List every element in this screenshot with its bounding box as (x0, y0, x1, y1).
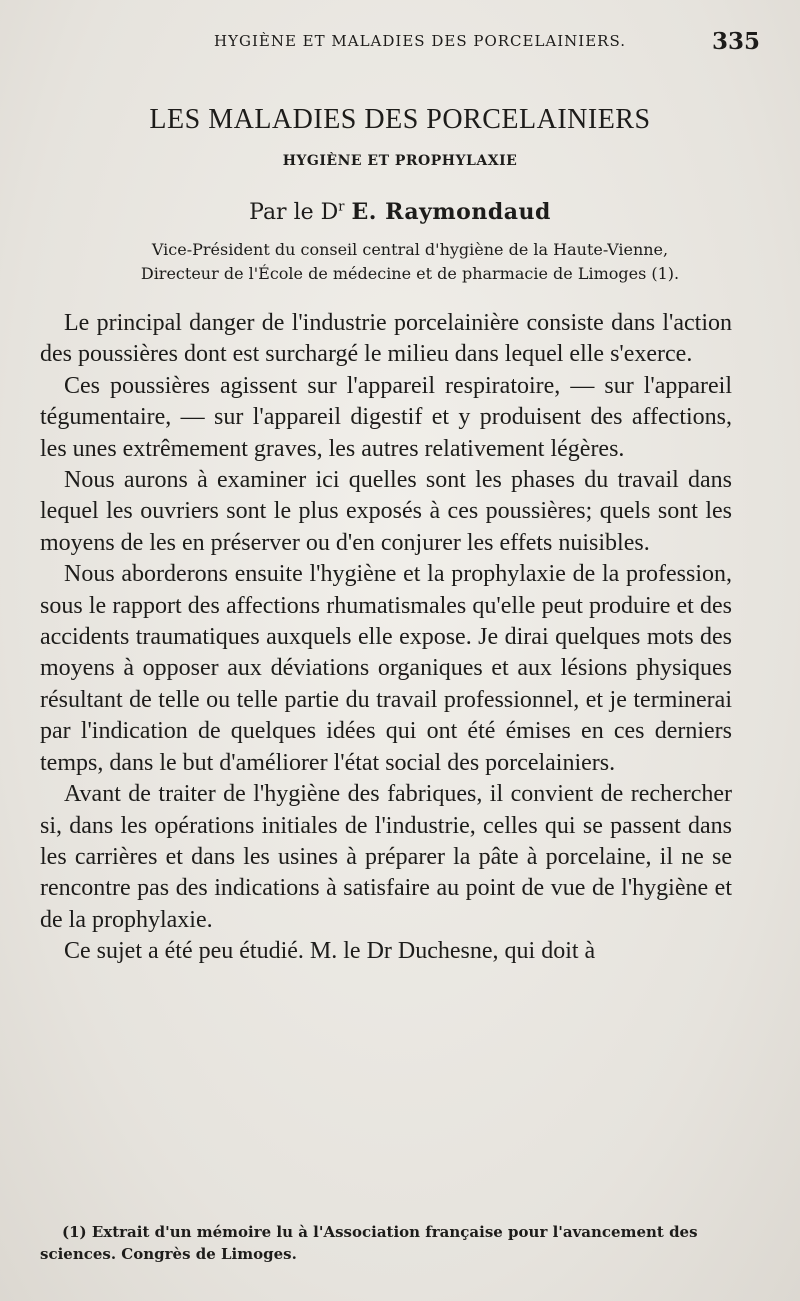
page-number: 335 (711, 28, 760, 55)
paragraph: Nous aurons à examiner ici quelles sont les phases du travail dans lequel les ouvriers sont le plus exposés à ces poussières; quels sont les moyens de les en préserver ou d'en conjurer les effets nuisibles. (40, 467, 732, 556)
byline-superscript: r (338, 199, 345, 215)
author-affiliation (60, 238, 760, 286)
paragraph: Ces poussières agissent sur l'appareil respiratoire, — sur l'appareil tégumentaire, — sur l'appareil digestif et y produisent des affections, les unes extrêmement graves, les autres relativement légères. (40, 372, 732, 462)
paragraph: Avant de traiter de l'hygiène des fabriques, il convient de rechercher si, dans les opérations initiales de l'industrie, celles qui se passent dans les carrières et dans les usines à préparer la pâte à porcelaine, il ne se rencontre pas des indications à satisfaire au point de vue de l'hygiène et de la prophylaxie. (40, 781, 732, 933)
byline (40, 199, 760, 225)
paragraph: Nous aborderons ensuite l'hygiène et la prophylaxie de la profession, sous le rapport des affections rhumatismales qu'elle peut produire et des accidents traumatiques auxquels elle expose. Je dirai quelques mots des moyens à opposer aux déviations organiques et aux lésions physiques résultant de telle ou telle partie du travail professionnel, et je terminerai par l'indication de quelques idées qui ont été émises en ces derniers temps, dans le but d'améliorer l'état social des porcelainiers. (40, 561, 732, 776)
footnote: (1) Extrait d'un mémoire lu à l'Association française pour l'avancement des sciences. Congrès de Limoges. (40, 1223, 698, 1263)
author-name: E. Raymondaud (351, 199, 551, 225)
paragraph: Le principal danger de l'industrie porcelainière consiste dans l'action des poussières dont est surchargé le milieu dans lequel elle s'exerce. (40, 310, 732, 368)
running-title: HYGIÈNE ET MALADIES DES PORCELAINIERS. (214, 32, 626, 50)
running-head (40, 28, 760, 62)
paragraph: Ce sujet a été peu étudié. M. le Dr Duchesne, qui doit à (64, 938, 596, 965)
article-body (40, 308, 732, 968)
article-subtitle: HYGIÈNE ET PROPHYLAXIE (282, 153, 518, 169)
affiliation-line-2: Directeur de l'École de médecine et de pharmacie de Limoges (1). (140, 264, 680, 283)
byline-prefix: Par le D (249, 200, 339, 225)
affiliation-line-1: Vice-Président du conseil central d'hygiène de la Haute-Vienne, (151, 240, 669, 259)
article-title: LES MALADIES DES PORCELAINIERS (149, 104, 651, 135)
